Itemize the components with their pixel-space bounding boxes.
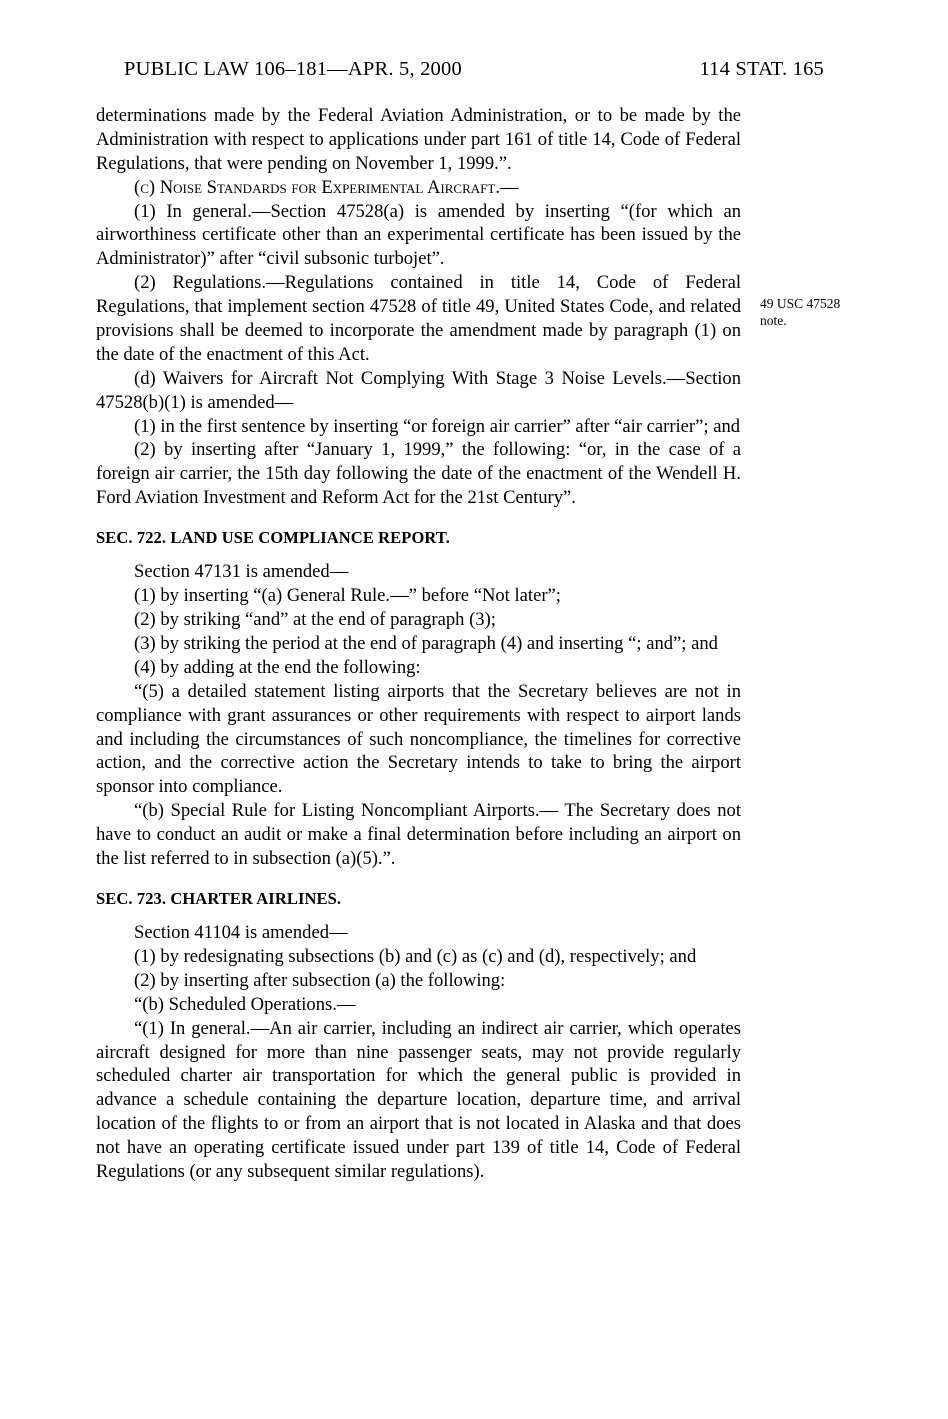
paragraph-continuation: determinations made by the Federal Aviation Administration, or to be made by the Administration with respect to applications under part 161 of title 14, Code of Federal Regulations, that were pending on November 1, 1999.”.	[96, 105, 741, 174]
header-stat-citation: 114 STAT. 165	[699, 58, 824, 80]
paragraph-722-4: (4) by adding at the end the following:	[134, 656, 421, 678]
paragraph-c1-in-general: (1) In general.—Section 47528(a) is amended by inserting “(for which an airworthiness certificate other than an experimental certificate has been issued by the Administrator)” after “civil subsonic turbojet”.	[96, 200, 741, 270]
paragraph-723-1: (1) by redesignating subsections (b) and (c) as (c) and (d), respectively; and	[134, 945, 697, 967]
margin-note-line-2: note.	[760, 313, 787, 329]
paragraph-722-quoted-5: “(5) a detailed statement listing airports that the Secretary believes are not in compliance with grant assurances or other requirements with respect to airport lands and including the circumstances of such noncompliance, the timelines for corrective action, and the corrective action the Secretary intends to take to bring the airport sponsor into compliance.	[96, 680, 741, 798]
paragraph-723-quoted-b1: “(1) In general.—An air carrier, including an indirect air carrier, which operates aircraft designed for more than nine passenger seats, may not provide regularly scheduled charter air transportation for which the general public is provided in advance a schedule containing the departure location, departure time, and arrival location of the flights to or from an airport that is not located in Alaska and that does not have an operating certificate issued under part 139 of title 14, Code of Federal Regulations (or any subsequent similar regulations).	[96, 1017, 741, 1182]
body-column	[96, 104, 741, 1184]
paragraph-c2-regulations: (2) Regulations.—Regulations contained in title 14, Code of Federal Regulations, that implement section 47528 of title 49, United States Code, and related provisions shall be deemed to incorporate the amendment made by paragraph (1) on the date of the enactment of this Act.	[96, 272, 741, 365]
margin-note-line-1: 49 USC 47528	[760, 296, 841, 311]
section-heading-722: SEC. 722. LAND USE COMPLIANCE REPORT.	[96, 528, 450, 548]
paragraph-722-1: (1) by inserting “(a) General Rule.—” before “Not later”;	[134, 585, 561, 607]
header-law-citation: PUBLIC LAW 106–181—APR. 5, 2000	[124, 58, 462, 80]
paragraph-723-2: (2) by inserting after subsection (a) the following:	[134, 969, 506, 991]
paragraph-722-2: (2) by striking “and” at the end of paragraph (3);	[134, 609, 496, 631]
paragraph-d1: (1) in the first sentence by inserting “or foreign air carrier” after “air carrier”; and	[134, 415, 741, 437]
paragraph-sec41104-intro: Section 41104 is amended—	[134, 922, 348, 944]
paragraph-c-noise-standards: (c) Noise Standards for Experimental Aircraft.—	[134, 176, 519, 198]
paragraph-723-quoted-b: “(b) Scheduled Operations.—	[134, 993, 356, 1015]
page-header	[0, 58, 948, 81]
paragraph-d-waivers: (d) Waivers for Aircraft Not Complying With Stage 3 Noise Levels.—Section 47528(b)(1) is amended—	[96, 367, 741, 413]
margin-note-usc-reference	[760, 295, 920, 330]
paragraph-722-quoted-b: “(b) Special Rule for Listing Noncompliant Airports.— The Secretary does not have to conduct an audit or make a final determination before including an airport on the list referred to in subsection (a)(5).”.	[96, 800, 741, 870]
paragraph-d2: (2) by inserting after “January 1, 1999,” the following: “or, in the case of a foreign air carrier, the 15th day following the date of the enactment of the Wendell H. Ford Aviation Investment and Reform Act for the 21st Century”.	[96, 439, 741, 509]
section-heading-723: SEC. 723. CHARTER AIRLINES.	[96, 888, 342, 908]
paragraph-722-3: (3) by striking the period at the end of paragraph (4) and inserting “; and”; and	[134, 633, 718, 654]
paragraph-sec47131-intro: Section 47131 is amended—	[134, 561, 349, 583]
